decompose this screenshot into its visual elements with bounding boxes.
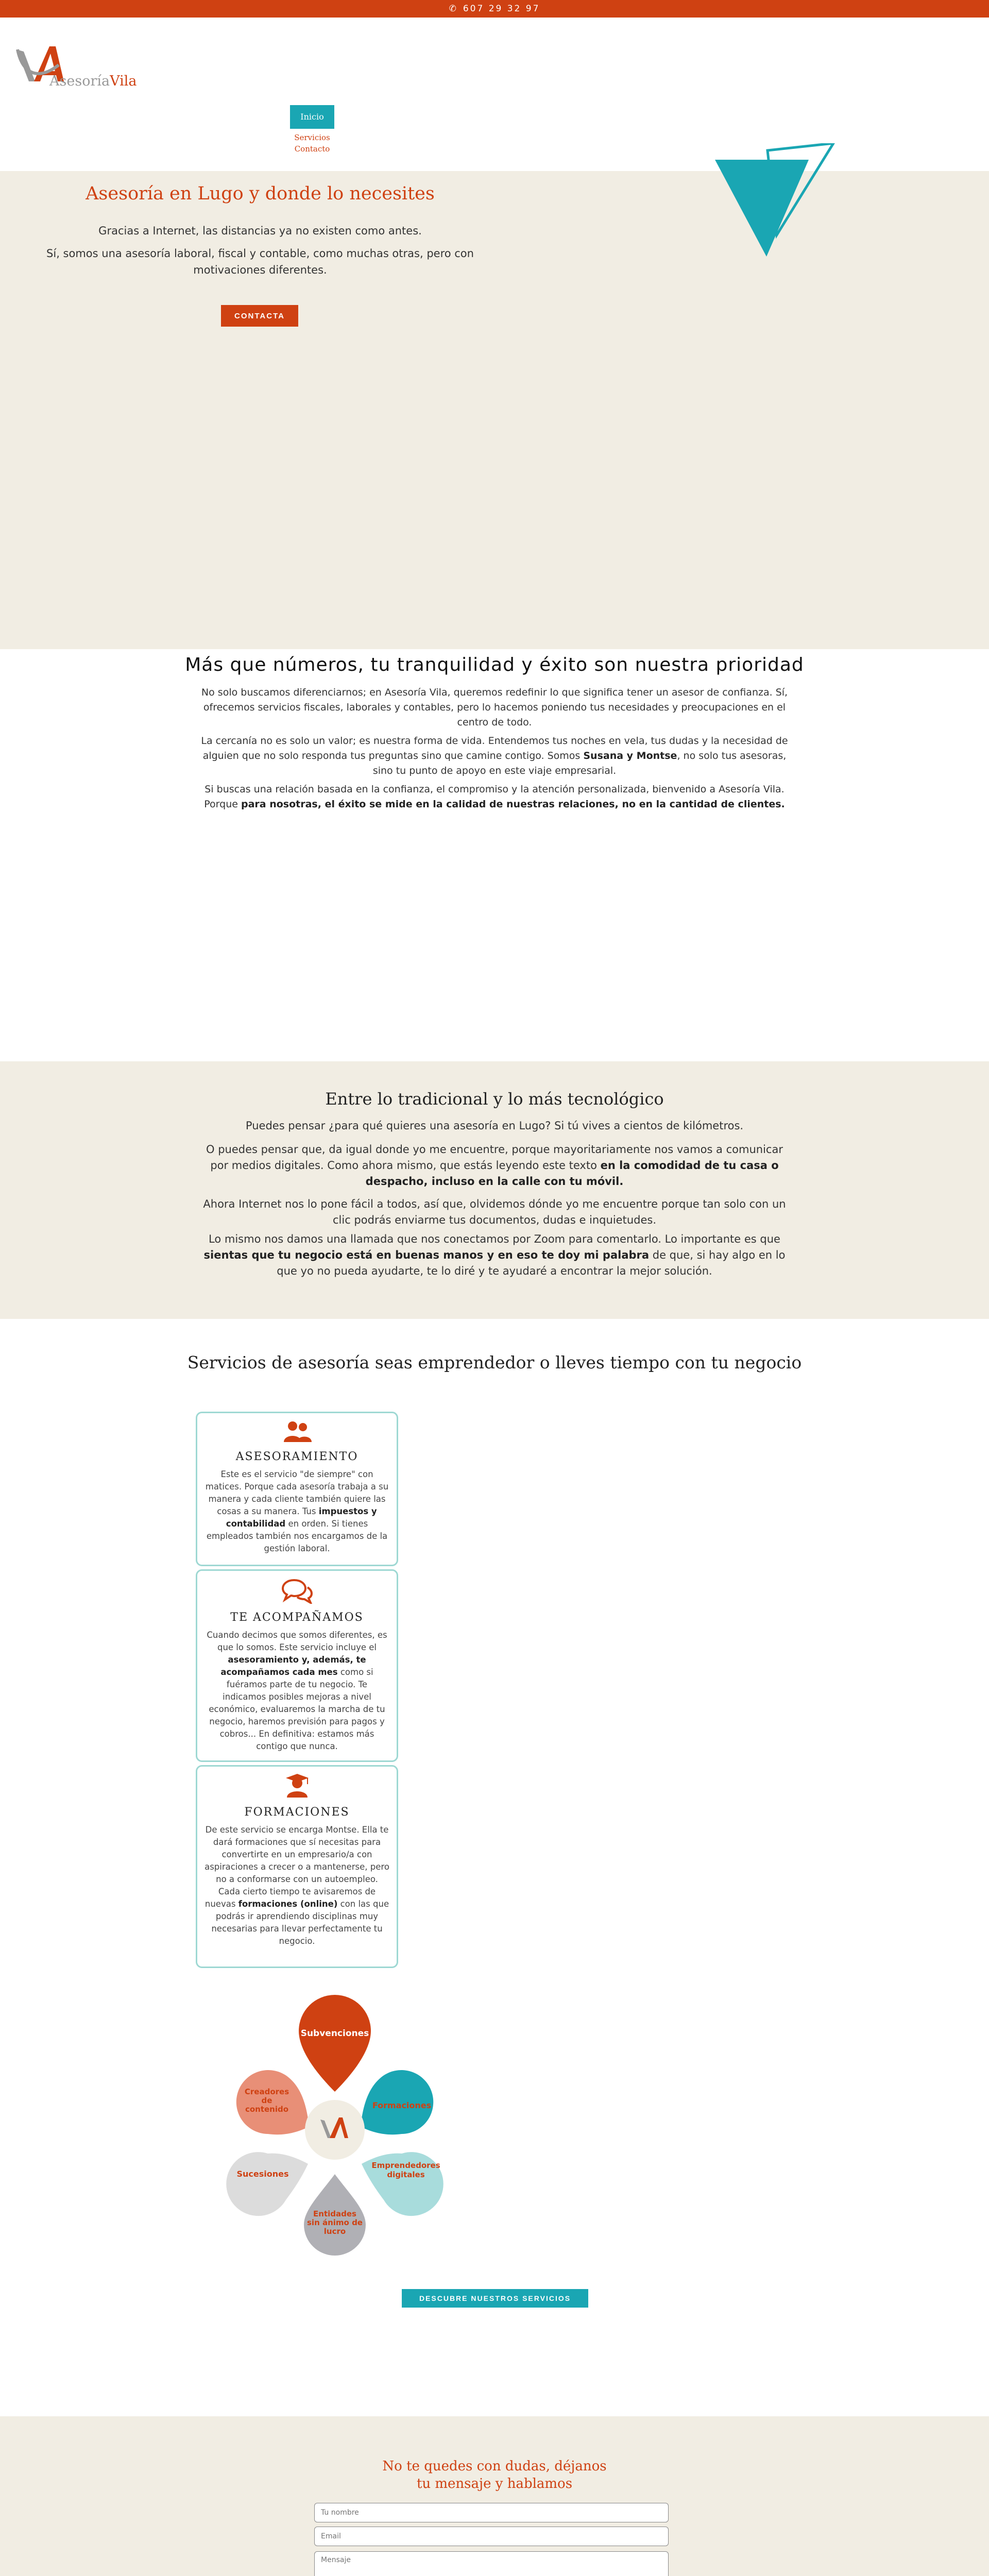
logo-text-accent: Vila — [110, 73, 137, 89]
service-card-asesoramiento — [196, 1412, 398, 1566]
hero-text-1: Gracias a Internet, las distancias ya no existen como antes. — [98, 225, 422, 237]
tradition-text-2a: O puedes pensar que, da igual donde yo me encuentre, porque mayoritariamente nos vamos a comunicar por medios digitales. Como ahora mismo, que estás leyendo este texto — [206, 1143, 783, 1172]
tradition-text-2-bold: en la comodidad de tu casa o despacho, incluso en la calle con tu móvil. — [365, 1159, 779, 1188]
service-card-text — [204, 1824, 389, 1947]
petal-label: digitales — [387, 2170, 425, 2179]
petal-label: Entidades — [313, 2209, 356, 2218]
petal-emprendedores-digitales[interactable] — [362, 2152, 444, 2216]
about-text-2 — [196, 734, 793, 778]
tradition-text-4-bold: sientas que tu negocio está en buenas manos y en eso te doy mi palabra — [203, 1249, 650, 1261]
hero-text-2: Sí, somos una asesoría laboral, fiscal y contable, como muchas otras, pero con motivaciones diferentes. — [46, 247, 474, 276]
petal-label: Sucesiones — [236, 2169, 289, 2179]
chat-icon — [282, 1578, 313, 1604]
tradition-text-4c: de que, si hay algo en lo que yo no pueda ayudarte, te lo diré y te ayudaré a encontrar la mejor solución. — [277, 1249, 786, 1277]
petal-entidades[interactable] — [304, 2174, 366, 2256]
nav-item-contacto[interactable]: Contacto — [294, 144, 330, 154]
discover-services-button[interactable]: DESCUBRE NUESTROS SERVICIOS — [402, 2289, 588, 2308]
service-card-title: FORMACIONES — [244, 1806, 350, 1819]
contact-title-line-1: No te quedes con dudas, déjanos — [382, 2459, 607, 2474]
petal-label: Subvenciones — [300, 2028, 369, 2039]
petal-sucesiones[interactable] — [226, 2152, 308, 2216]
about-text-2-bold: Susana y Montse — [583, 750, 677, 761]
phone-link[interactable]: 607 29 32 97 — [463, 4, 540, 14]
about-text-3-bold: para nosotras, el éxito se mide en la calidad de nuestras relaciones, no en la cantidad de clientes. — [241, 799, 785, 810]
services-title: Servicios de asesoría seas emprendedor o lleves tiempo con tu negocio — [187, 1352, 802, 1372]
flower-center-logo — [305, 2100, 365, 2160]
service-card-formaciones — [196, 1765, 398, 1968]
nav-item-servicios[interactable]: Servicios — [294, 133, 330, 142]
tradition-text-2 — [196, 1142, 793, 1190]
phone-icon: ✆ — [449, 4, 458, 14]
nav-item-inicio[interactable]: Inicio — [290, 105, 334, 129]
tradition-text-4 — [196, 1231, 793, 1279]
petal-label: Formaciones — [372, 2100, 432, 2110]
petal-label: lucro — [323, 2227, 346, 2236]
services-section — [0, 1319, 989, 2416]
about-text-1: No solo buscamos diferenciarnos; en Asesoría Vila, queremos redefinir lo que significa tener un asesor de confianza. Sí, ofrecemos servicios fiscales, laborales y contables, pero lo hacemos poniendo tus necesidades y preocupaciones en el centro de todo. — [201, 687, 788, 728]
about-title: Más que números, tu tranquilidad y éxito son nuestra prioridad — [185, 654, 804, 675]
service-card-title: TE ACOMPAÑAMOS — [230, 1611, 364, 1624]
contact-title-line-2: tu mensaje y hablamos — [416, 2476, 573, 2492]
card-text-c: con las que podrás ir aprendiendo disciplinas muy necesarias para llevar perfectamente tu negocio. — [211, 1899, 389, 1946]
tradition-text-1: Puedes pensar ¿para qué quieres una asesoría en Lugo? Si tú vives a cientos de kilómetros. — [245, 1120, 744, 1132]
card-text-bold: impuestos y contabilidad — [226, 1506, 377, 1529]
hero-title: Asesoría en Lugo y donde lo necesites — [86, 183, 435, 204]
petal-label: sin ánimo de — [307, 2218, 363, 2227]
service-card-text — [204, 1468, 389, 1555]
card-text-bold: asesoramiento y, además, te acompañamos cada mes — [220, 1655, 366, 1677]
top-bar — [0, 0, 989, 18]
card-text-a: De este servicio se encarga Montse. Ella te dará formaciones que sí necesitas para convertirte en un empresario/a con aspiraciones a crecer o a mantenerse, pero no a conformarse con un autoempleo. Cada cierto tiempo te avisaremos de nuevas — [204, 1825, 389, 1909]
name-field[interactable] — [314, 2503, 669, 2522]
email-field[interactable] — [314, 2527, 669, 2546]
message-field[interactable] — [314, 2551, 669, 2576]
petal-label: de — [261, 2096, 272, 2105]
about-text-3 — [196, 782, 793, 812]
petal-label: contenido — [245, 2105, 289, 2114]
logo-text — [49, 73, 137, 89]
about-section — [0, 649, 989, 1061]
logo-text-main: Asesoría — [49, 73, 110, 89]
services-flower-diagram — [206, 1989, 464, 2267]
petal-label: Emprendedores — [371, 2161, 440, 2170]
card-text-c: como si fuéramos parte de tu negocio. Te indicamos posibles mejoras a nivel económico, evaluaremos la marcha de tu negocio, haremos previsión para pagos y cobros... En definitiva: estamos más contigo que nunca. — [209, 1667, 385, 1751]
petal-label: Creadores — [244, 2087, 289, 2096]
users-icon — [282, 1420, 313, 1443]
card-text-bold: formaciones (online) — [238, 1899, 338, 1909]
petal-subvenciones[interactable] — [299, 1995, 371, 2092]
hero-section — [0, 171, 989, 649]
card-text-a: Este es el servicio "de siempre" con matices. Porque cada asesoría trabaja a su manera y cada cliente también quiere las cosas a su manera. Tus — [205, 1469, 389, 1516]
service-card-text — [204, 1629, 389, 1753]
contact-section — [0, 2416, 989, 2576]
tradition-section — [0, 1061, 989, 1319]
card-text-c: en orden. Si tienes empleados también nos encargamos de la gestión laboral. — [206, 1519, 388, 1553]
service-card-te-acompanamos — [196, 1569, 398, 1762]
tradition-text-4a: Lo mismo nos damos una llamada que nos conectamos por Zoom para comentarlo. Lo importante es que — [209, 1233, 780, 1245]
main-nav — [290, 105, 334, 155]
petal-formaciones[interactable] — [361, 2070, 433, 2134]
about-text-3a: Si buscas una relación basada en la confianza, el compromiso y la atención personalizada, bienvenido a Asesoría Vila. Porque — [204, 784, 785, 810]
about-text-2c: , no solo tus asesoras, sino tu punto de apoyo en este viaje empresarial. — [372, 750, 787, 776]
contacta-button[interactable]: CONTACTA — [221, 305, 298, 327]
about-text-2a: La cercanía no es solo un valor; es nuestra forma de vida. Entendemos tus noches en vela, tus dudas y la necesidad de alguien que no solo responda tus preguntas sino que camine contigo. Somos — [201, 735, 788, 761]
decorative-triangles — [711, 143, 840, 262]
card-text-a: Cuando decimos que somos diferentes, es que lo somos. Este servicio incluye el — [207, 1630, 387, 1652]
graduation-cap-icon — [283, 1774, 312, 1799]
petal-creadores-contenido[interactable] — [236, 2070, 309, 2134]
service-card-title: ASESORAMIENTO — [235, 1450, 359, 1463]
tradition-title: Entre lo tradicional y lo más tecnológico — [325, 1089, 664, 1109]
contact-title — [314, 2458, 675, 2493]
tradition-text-3: Ahora Internet nos lo pone fácil a todos, así que, olvidemos dónde yo me encuentre porque tan solo con un clic podrás enviarme tus documentos, dudas e inquietudes. — [203, 1198, 786, 1226]
header — [0, 18, 989, 171]
